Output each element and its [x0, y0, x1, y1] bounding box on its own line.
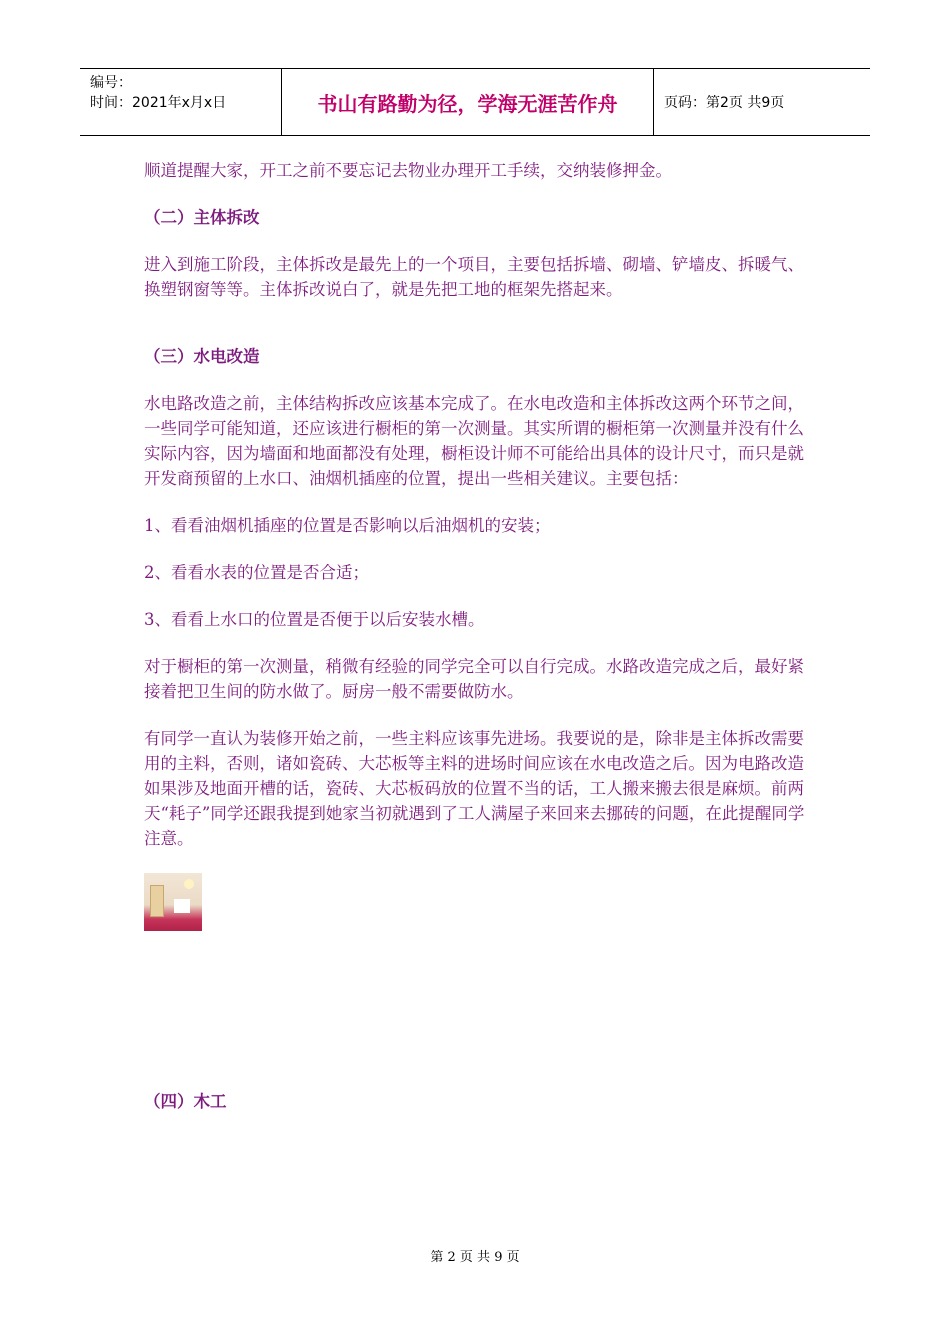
list-item-3: 3、看看上水口的位置是否便于以后安装水槽。 [144, 610, 485, 629]
section-heading-demolition: （二）主体拆改 [144, 208, 260, 227]
paragraph-reminder: 顺道提醒大家，开工之前不要忘记去物业办理开工手续，交纳装修押金。 [144, 161, 672, 180]
photo-lamp [184, 879, 194, 889]
page-header [80, 68, 870, 136]
section-heading-carpentry: （四）木工 [144, 1092, 227, 1111]
page-footer: 第 2 页 共 9 页 [430, 1250, 520, 1265]
header-motto: 书山有路勤为径，学海无涯苦作舟 [282, 69, 654, 135]
header-meta [80, 69, 282, 135]
paragraph-cabinet-measure: 对于橱柜的第一次测量，稍微有经验的同学完全可以自行完成。水路改造完成之后，最好紧接着把卫生间的防水做了。厨房一般不需要做防水。 [144, 657, 804, 701]
paragraph-materials: 有同学一直认为装修开始之前，一些主料应该事先进场。我要说的是，除非是主体拆改需要用的主料，否则，诸如瓷砖、大芯板等主料的进场时间应该在水电改造之后。因为电路改造如果涉及地面开槽的话，瓷砖、大芯板码放的位置不当的话，工人搬来搬去很是麻烦。前两天“耗子”同学还跟我提到她家当初就遇到了工人满屋子来回来去挪砖的问题，在此提醒同学注意。 [144, 729, 805, 848]
photo-shelf [150, 885, 164, 917]
header-number-label: 编号： [90, 75, 132, 91]
header-date: 时间：2021年x月x日 [90, 95, 227, 111]
room-photo [144, 873, 202, 931]
paragraph-plumbing-intro: 水电路改造之前，主体结构拆改应该基本完成了。在水电改造和主体拆改这两个环节之间，一些同学可能知道，还应该进行橱柜的第一次测量。其实所谓的橱柜第一次测量并没有什么实际内容，因为墙面和地面都没有处理，橱柜设计师不可能给出具体的设计尺寸，而只是就开发商预留的上水口、油烟机插座的位置，提出一些相关建议。主要包括： [144, 394, 804, 488]
list-item-2: 2、看看水表的位置是否合适； [144, 563, 369, 582]
paragraph-demolition: 进入到施工阶段，主体拆改是最先上的一个项目，主要包括拆墙、砌墙、铲墙皮、拆暖气、换塑钢窗等等。主体拆改说白了，就是先把工地的框架先搭起来。 [144, 255, 804, 299]
photo-chair [174, 899, 190, 913]
document-body [144, 158, 806, 1136]
section-heading-plumbing-electrical: （三）水电改造 [144, 347, 260, 366]
list-item-1: 1、看看油烟机插座的位置是否影响以后油烟机的安装； [144, 516, 551, 535]
header-page-info: 页码：第2页 共9页 [664, 95, 785, 111]
